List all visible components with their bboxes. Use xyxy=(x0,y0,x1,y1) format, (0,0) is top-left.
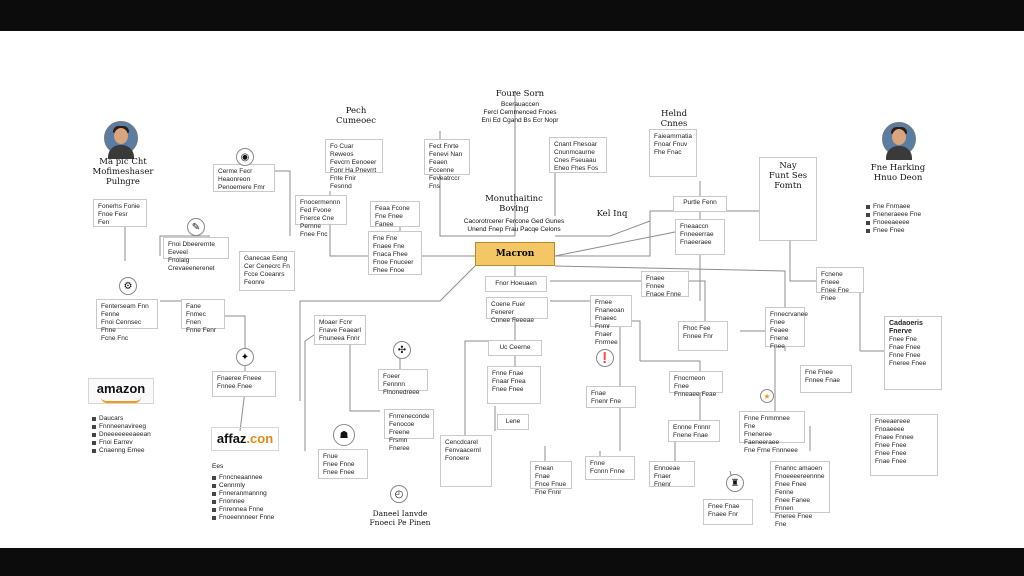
purtle-box[interactable] xyxy=(673,196,727,212)
legend-right-persona xyxy=(866,203,921,235)
box-nne[interactable]: Fnne Fcnnn Fnne xyxy=(585,456,635,480)
legend-left2 xyxy=(212,474,274,522)
target-icon[interactable]: ◉ xyxy=(236,148,254,166)
pech-heading: Pech Cumeoec xyxy=(336,106,376,126)
box-ennoeae[interactable]: Ennoeae Fnaer Fnenr xyxy=(649,461,695,487)
box-cancel[interactable]: Cencdcarel Fenvaacernl Fonoere xyxy=(440,435,492,487)
legend-right-item: Fne Fnrnaee xyxy=(866,203,921,211)
legend-left-item: Cnaenng Ernee xyxy=(92,447,151,455)
box-mid-lower[interactable]: Fnue Fnee Fnne Fnee Fnee xyxy=(318,449,368,479)
legend-heading: Ees xyxy=(212,463,224,470)
globe-icon[interactable]: ✦ xyxy=(236,348,254,366)
center-node[interactable]: Macron xyxy=(475,242,555,266)
affaz-logo-tld: .con xyxy=(246,431,274,446)
affaz-logo xyxy=(211,427,279,451)
legend-left-item: Daucars xyxy=(92,415,151,423)
box-left-upper[interactable]: Fonerhs Fonie Fnoe Fesr Fen xyxy=(93,199,147,227)
box-center-lower[interactable]: Fnor Hoeuaen xyxy=(485,276,547,292)
legend-left-item: Fnoi Earrev xyxy=(92,439,151,447)
nay-node[interactable] xyxy=(759,157,817,241)
manufacturing-sub: Cacorotrcerer Fercone Ged Gunes Unend Fnep Frau Pacqe Celons xyxy=(463,218,565,233)
box-right-mid[interactable]: Fhoc Fee Fnnee Fnr xyxy=(678,321,728,351)
box-far-right[interactable]: Cadaoeris Fnerve Fnee Fne Fnae Fnee Fnne Fnee Fneree Fnee xyxy=(884,316,942,390)
box-right-c[interactable]: Fneaaccn Fnneeerrae Fnaeeraee xyxy=(675,219,725,255)
box-far-right-list[interactable]: Fneeaereee Fnoaeeee Fnaee Fnnee Fnee Fnee Fnee Fnee Fnae Fnee xyxy=(870,414,938,476)
box-center-bottom[interactable]: Fnae Fnenr Fne xyxy=(586,386,636,408)
box-left-desc[interactable]: Fnoi Dbeerernte Eeveel Fnoiaig Crevaeenerenet xyxy=(163,237,229,259)
box-far-left-top[interactable]: Feaa Fcone Fne Fnee Fanee xyxy=(370,201,420,227)
box-right-d[interactable]: Fnnecrvanee Fnee Feaee Fnene Fnee xyxy=(765,307,805,347)
box-left-mid[interactable]: Ganecae Eeng Cer Cenecrc Fn Fcce Coeanrs Feonre xyxy=(239,251,295,291)
legend-left2-item: Cennrnly xyxy=(212,482,274,490)
box-center-mid[interactable]: Fnne Fnae Fnaar Fnea Fnee Fnee xyxy=(487,366,541,404)
box-pech-list[interactable]: Fo Cuar Reweos Fevcrn Eenoeer Fonr Ha Pnevrrt Fnte Fnir Fesnnd xyxy=(325,139,383,173)
box-center-sub[interactable]: Coene Fuer Fenerer Cnnee Feeeae xyxy=(486,297,548,319)
legend-left2-item: Fnncneaannee xyxy=(212,474,274,482)
amazon-logo: amazon xyxy=(88,378,154,404)
box-right-e[interactable]: Fnocrneon Fnee Fnneaee Feae xyxy=(669,371,723,393)
box-mid-c[interactable]: Fne Fne Fnaee Fne Fnaca Fhee Fnoe Fnuceer Fhee Fnoe xyxy=(368,231,422,275)
box-right-f[interactable]: Ennne Fnnnr Fnene Fnae xyxy=(668,420,720,442)
box-top-right-list[interactable]: Cnant Fhesoar Cnunmcaurne Cnes Fseuaau Eheo Fhes Fos xyxy=(549,137,607,173)
nay-heading: Nay Funt Ses Fomtn xyxy=(768,161,808,191)
alert-icon[interactable]: ❗ xyxy=(596,349,614,367)
box-mid-d[interactable]: Fnrreneconde Fenocoe Freene Frsmn Fneree xyxy=(384,409,434,439)
legend-left-item: Dneeeeeeeaeean xyxy=(92,431,151,439)
box-right-a[interactable]: Frnee Fnaneoan Fnaeec Fnmr Fnaer Fnrrnee xyxy=(590,295,632,327)
legend-left2-item: Fnoeennneer Fnne xyxy=(212,514,274,522)
purtle-label: Purtle Fenn xyxy=(683,199,717,206)
affaz-logo-text: affaz xyxy=(216,431,247,446)
legend-right-item: Fnee Fnee xyxy=(866,227,921,235)
star-icon[interactable]: ★ xyxy=(760,389,774,403)
box-lene[interactable]: Lene xyxy=(497,414,529,430)
persona-left-title: Ma pic Cht Mofimeshaser Pulngre xyxy=(92,157,154,187)
helnd-heading: Helnd Cnnes xyxy=(660,109,688,129)
legend-right-item: Fnoeeaeeee xyxy=(866,219,921,227)
persona-right-title: Fne Harking Hnuo Deon xyxy=(870,163,926,183)
compass-icon[interactable]: ✣ xyxy=(393,341,411,359)
manufacturing-heading: Monuthaitinc Boving xyxy=(485,194,543,214)
legend-left2-item: Fnrennea Fnne xyxy=(212,506,274,514)
box-ucenne[interactable]: Uc Ceerne xyxy=(488,340,542,356)
top-letterbox xyxy=(0,0,1024,31)
box-helnd-list[interactable]: Faieamrnatia Fnoar Fnuv Fhe Fnac xyxy=(649,129,697,177)
top-center-heading: Foure Sorn xyxy=(495,89,545,99)
legend-left2-item: Fnonnee xyxy=(212,498,274,506)
legend-left2-item: Fnneranmannng xyxy=(212,490,274,498)
legend-left-item: Fnnneenavireeg xyxy=(92,423,151,431)
box-left-center[interactable]: Fane Fnmec Fnen Fnne Fenr xyxy=(181,299,225,329)
legend-right-item: Fneneraeee Fne xyxy=(866,211,921,219)
box-right-g[interactable]: Fnne Fnmmnee Fne Fneneree Faeneeraee Fne Frne Fnnneee xyxy=(739,411,805,443)
bottom-caption: Daneel Ianvde Fnoeci Pe Pinen xyxy=(369,509,431,527)
box-left-lower[interactable]: Fnocermennn Fed Fvone Fnerce Cne Pernne Fnee Fnc xyxy=(295,195,347,225)
box-mid-b[interactable]: Foeer Fennnn Flnonedreee xyxy=(378,369,428,391)
gear-icon[interactable]: ⚙ xyxy=(119,277,137,295)
shield-icon[interactable]: ♜ xyxy=(726,474,744,492)
box-far-left-desc[interactable]: Fenterseam Fnn Fenne Fnoi Cennsec Fhne Fcne Fnc xyxy=(96,299,158,329)
idea-icon[interactable]: ✎ xyxy=(187,218,205,236)
person-icon[interactable]: ☗ xyxy=(333,424,355,446)
box-right-b[interactable]: Fnaee Fnnee Fnaoe Fnne xyxy=(641,271,689,297)
kel-inq-label: Kel Inq xyxy=(596,209,628,219)
box-right-k[interactable]: Fnee Fnae Fnaee Fnr xyxy=(703,499,753,525)
bottom-letterbox xyxy=(0,548,1024,576)
box-mid-a[interactable]: Moaer Fcnr Fnave Feaearl Fnuneea Fnnr xyxy=(314,315,366,345)
box-left-top[interactable]: Cerme Fecr Heaonreon Penoemere Fmr xyxy=(213,164,275,192)
persona-right-avatar xyxy=(882,122,916,156)
box-lower-left[interactable]: Fnaeree Fneee Fnnee Fnee xyxy=(212,371,276,397)
box-right-j[interactable]: Fcnene Fneee Fnee Fne Fnee xyxy=(816,267,864,293)
clock-icon[interactable]: ◴ xyxy=(390,485,408,503)
box-top-mid-list[interactable]: Fect Fnrte Fenevi Nan Feaen Fccenne Feveatrccr Fns xyxy=(424,139,470,175)
box-right-i[interactable]: Fnannc amaoen Fnoeeeereennne Fnee Fnee Fenne Fnee Fanee Fnnen Fneree Fnee Fne xyxy=(770,461,830,513)
persona-left-avatar xyxy=(104,121,138,155)
legend-left xyxy=(92,415,151,455)
top-center-sub: Bcerauaccen Fercl Cemmenced Fnoes Eni Ed Cgand Bs Ecr Nopr xyxy=(481,101,559,124)
box-right-h[interactable]: Fne Fnee Fnnee Fnae xyxy=(800,365,852,393)
box-cancel-list[interactable]: Fnean Fnae Fnce Fnue Fne Fnnr xyxy=(530,461,572,489)
diagram-canvas xyxy=(0,31,1024,548)
